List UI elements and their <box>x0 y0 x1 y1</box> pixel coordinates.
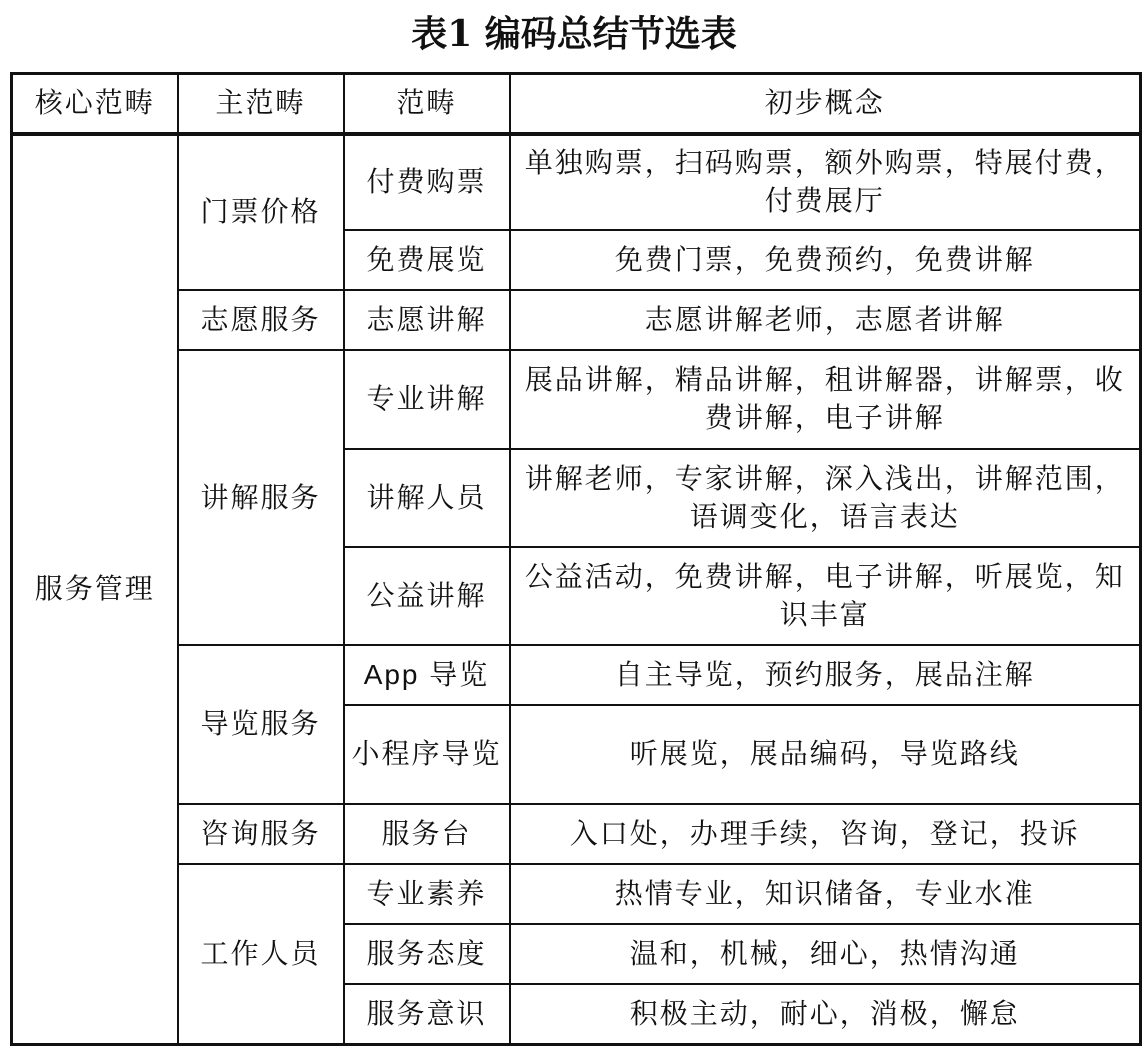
table-row <box>12 134 1141 230</box>
concepts-cell: 自主导览，预约服务，展品注解 <box>510 645 1141 705</box>
category-cell: 公益讲解 <box>344 547 510 645</box>
category-cell: 服务台 <box>344 804 510 864</box>
main-category-cell: 导览服务 <box>178 645 344 804</box>
category-cell: 免费展览 <box>344 230 510 290</box>
concepts-cell: 讲解老师，专家讲解，深入浅出，讲解范围，语调变化，语言表达 <box>510 449 1141 547</box>
concepts-cell: 热情专业，知识储备，专业水准 <box>510 864 1141 924</box>
header-main-category: 主范畴 <box>178 74 344 134</box>
concepts-cell: 积极主动，耐心，消极，懈怠 <box>510 984 1141 1044</box>
category-cell: 付费购票 <box>344 134 510 230</box>
concepts-cell: 听展览，展品编码，导览路线 <box>510 705 1141 803</box>
concepts-cell: 温和，机械，细心，热情沟通 <box>510 924 1141 984</box>
category-cell: App 导览 <box>344 645 510 705</box>
category-cell: 服务态度 <box>344 924 510 984</box>
category-cell: 服务意识 <box>344 984 510 1044</box>
category-cell: 专业素养 <box>344 864 510 924</box>
concepts-cell: 展品讲解，精品讲解，租讲解器，讲解票，收费讲解，电子讲解 <box>510 350 1141 448</box>
category-cell: 志愿讲解 <box>344 290 510 350</box>
category-cell: 讲解人员 <box>344 449 510 547</box>
coding-summary-table <box>10 72 1142 1046</box>
table-row <box>12 290 1141 350</box>
header-category: 范畴 <box>344 74 510 134</box>
category-cell: 专业讲解 <box>344 350 510 448</box>
concepts-cell: 公益活动，免费讲解，电子讲解，听展览，知识丰富 <box>510 547 1141 645</box>
main-category-cell: 志愿服务 <box>178 290 344 350</box>
header-core-category: 核心范畴 <box>12 74 178 134</box>
header-initial-concepts: 初步概念 <box>510 74 1141 134</box>
table-title: 表1 编码总结节选表 <box>411 13 737 55</box>
table-row <box>12 350 1141 448</box>
header-row <box>12 74 1141 134</box>
concepts-cell: 志愿讲解老师，志愿者讲解 <box>510 290 1141 350</box>
main-category-cell: 讲解服务 <box>178 350 344 645</box>
table-row <box>12 804 1141 864</box>
core-category-cell: 服务管理 <box>12 134 178 1045</box>
table-row <box>12 645 1141 705</box>
concepts-cell: 免费门票，免费预约，免费讲解 <box>510 230 1141 290</box>
concepts-cell: 单独购票，扫码购票，额外购票，特展付费，付费展厅 <box>510 134 1141 230</box>
concepts-cell: 入口处，办理手续，咨询，登记，投诉 <box>510 804 1141 864</box>
main-category-cell: 工作人员 <box>178 864 344 1045</box>
main-category-cell: 门票价格 <box>178 134 344 291</box>
category-cell: 小程序导览 <box>344 705 510 803</box>
main-category-cell: 咨询服务 <box>178 804 344 864</box>
table-row <box>12 864 1141 924</box>
